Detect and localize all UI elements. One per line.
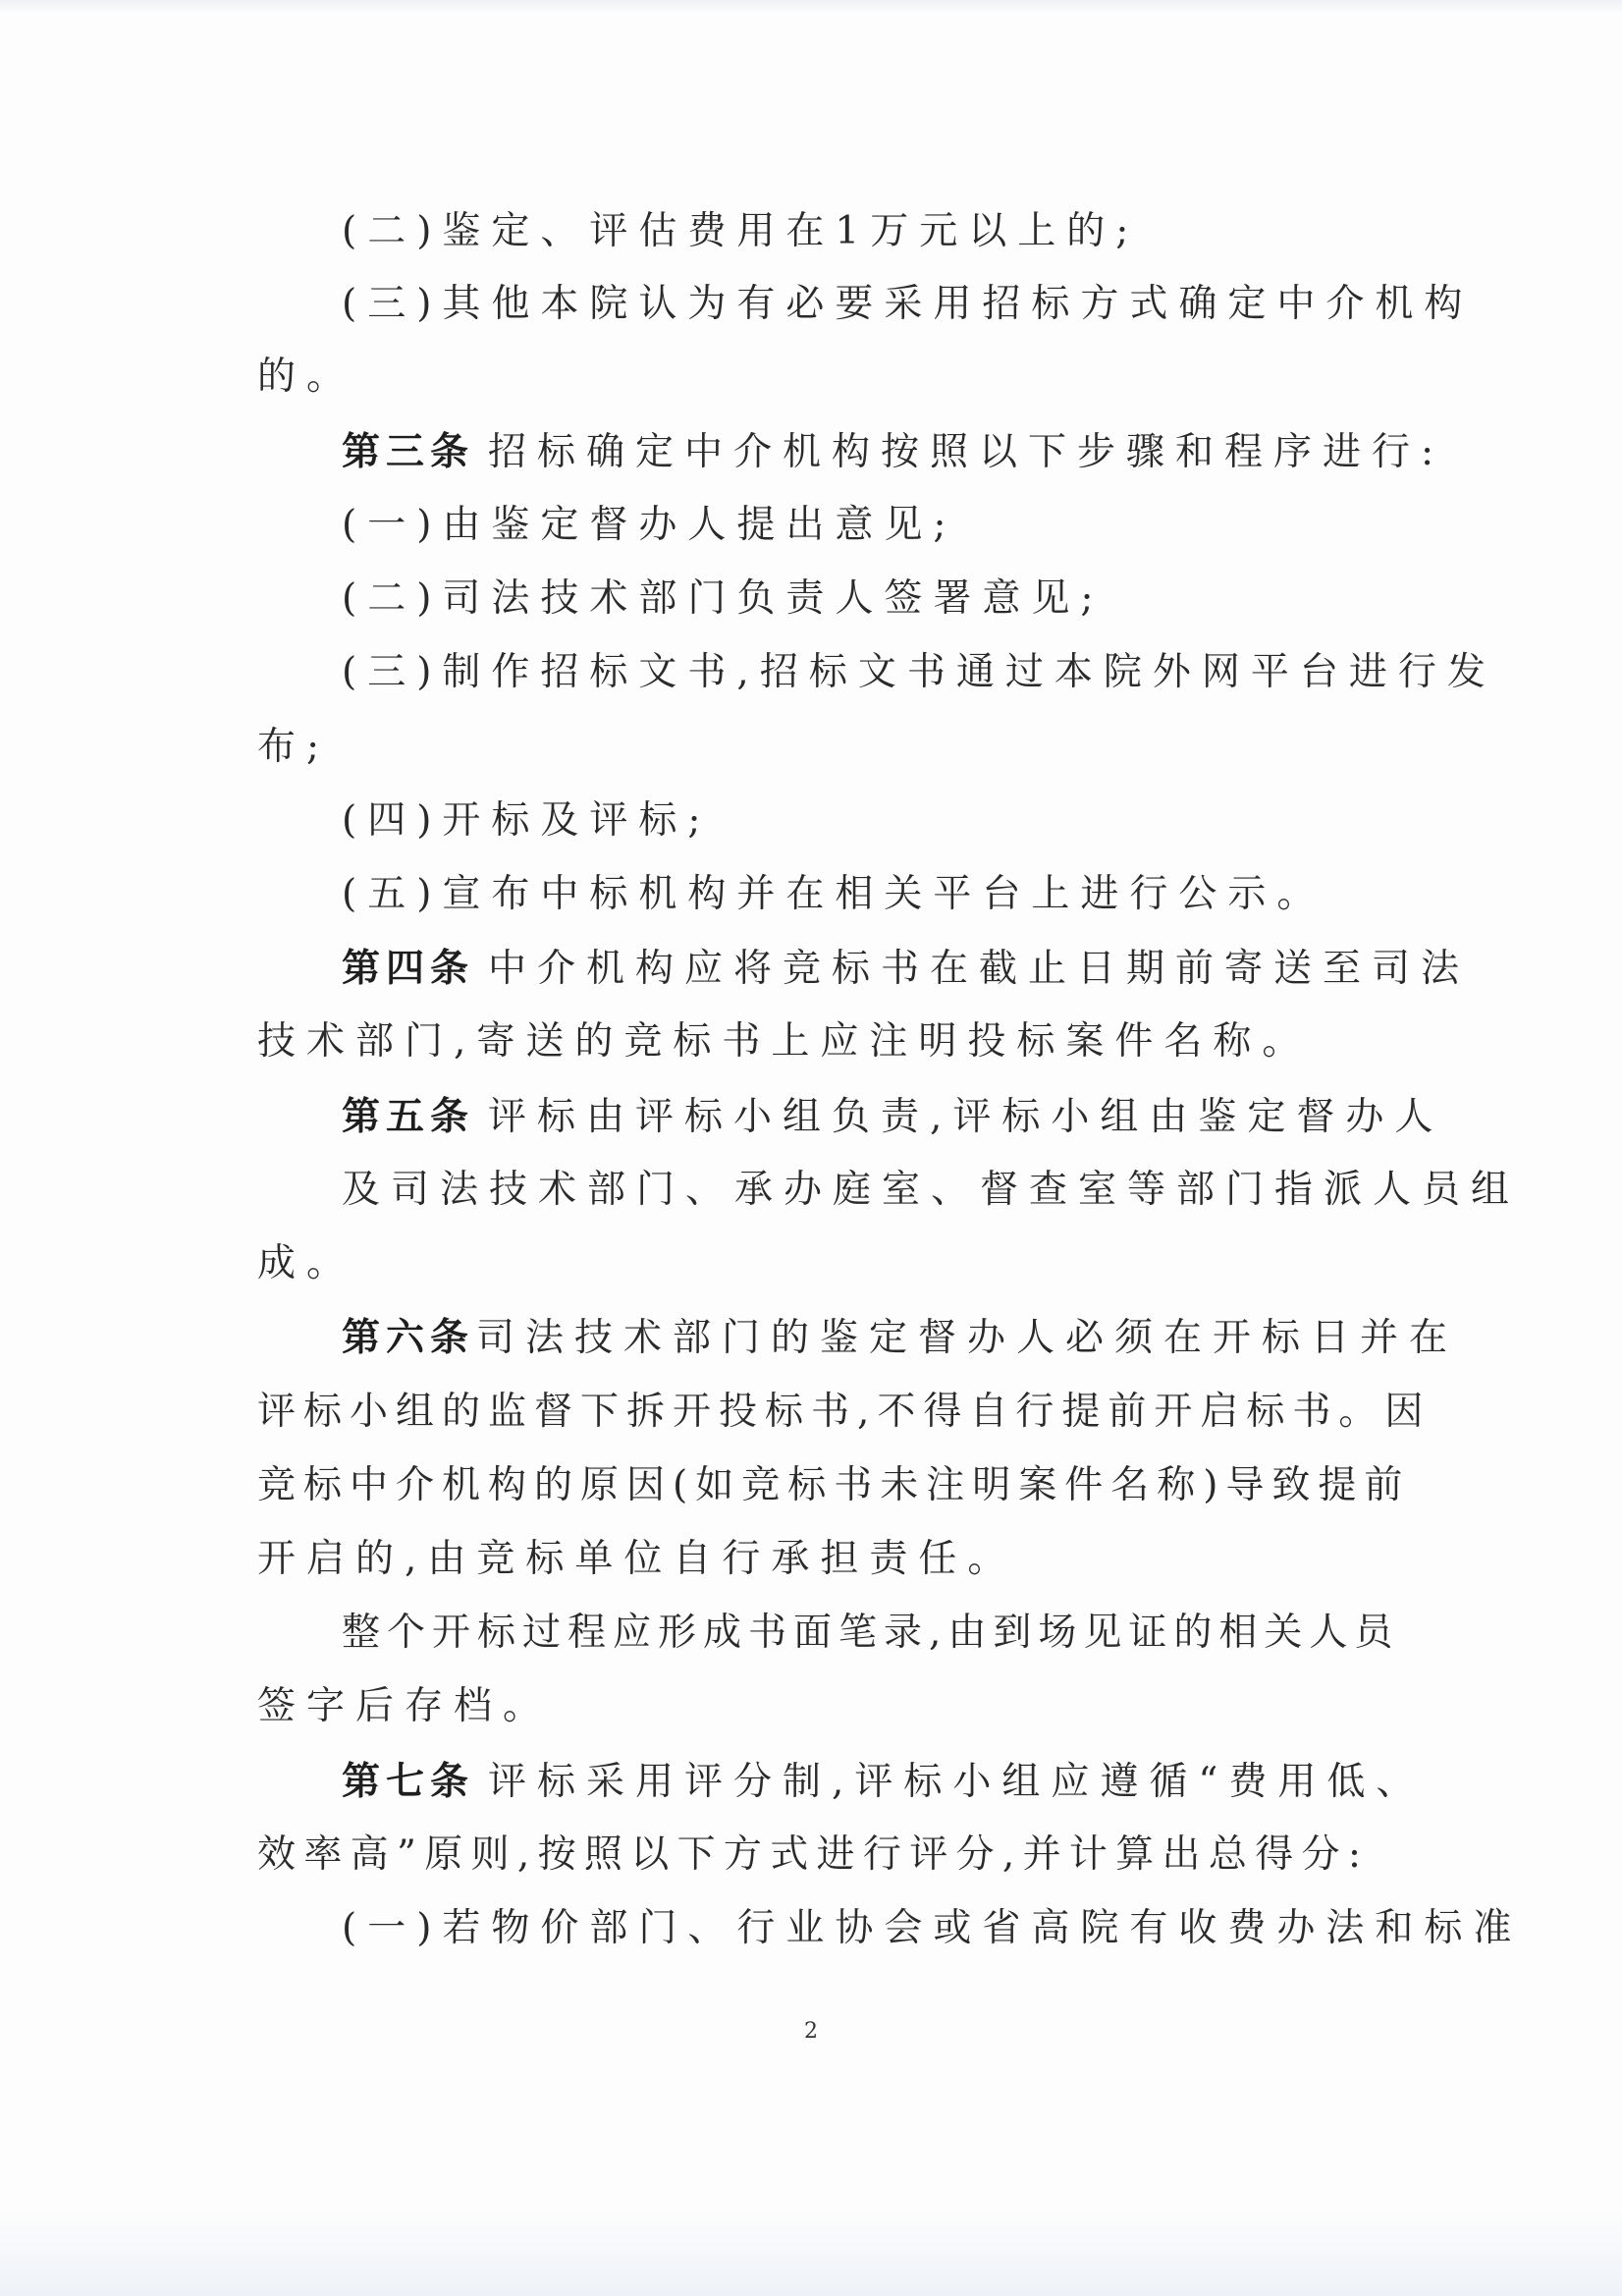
paragraph-line: 布; [257,725,331,769]
article-label: 第四条 [342,946,475,991]
article-label: 第三条 [342,429,475,474]
paragraph-line: 的。 [257,355,356,399]
paragraph-line: 效率高”原则,按照以下方式进行评分,并计算出总得分: [257,1832,1367,1877]
paragraph-line: (一)若物价部门、行业协会或省高院有收费办法和标准 [342,1906,1523,1950]
article-label: 第七条 [342,1759,475,1804]
paragraph-line: 签字后存档。 [257,1684,553,1728]
paragraph-line: 开启的,由竞标单位自行承担责任。 [257,1537,1017,1581]
article-label: 第六条 [342,1315,475,1360]
scan-edge-top [0,0,1622,14]
article-paragraph: 第七条 评标采用评分制,评标小组应遵循“费用低、 [342,1759,1426,1804]
article-paragraph: 第三条 招标确定中介机构按照以下步骤和程序进行: [342,429,1445,474]
paragraph-line: (三)制作招标文书,招标文书通过本院外网平台进行发 [342,650,1496,694]
paragraph-line: (四)开标及评标; [342,798,712,843]
paragraph-line: (二)鉴定、评估费用在1万元以上的; [342,209,1140,253]
paragraph-line: (五)宣布中标机构并在相关平台上进行公示。 [342,872,1326,916]
scan-edge-bottom [0,2208,1622,2296]
paragraph-line: 评标小组的监督下拆开投标书,不得自行提前开启标书。因 [257,1390,1432,1434]
paragraph-line: 技术部门,寄送的竞标书上应注明投标案件名称。 [257,1019,1312,1064]
article-paragraph: 第五条 评标由评标小组负责,评标小组由鉴定督办人 [342,1094,1444,1139]
paragraph-line: 成。 [257,1241,356,1285]
article-paragraph: 第六条司法技术部门的鉴定督办人必须在开标日并在 [342,1315,1459,1360]
paragraph-line: 竞标中介机构的原因(如竞标书未注明案件名称)导致提前 [257,1463,1411,1507]
paragraph-line: (一)由鉴定督办人提出意见; [342,503,957,547]
paragraph-line: (二)司法技术部门负责人签署意见; [342,576,1105,621]
article-paragraph: 第四条 中介机构应将竞标书在截止日期前寄送至司法 [342,946,1471,991]
article-label: 第五条 [342,1094,475,1139]
page-number: 2 [804,2019,818,2044]
paragraph-line: (三)其他本院认为有必要采用招标方式确定中介机构 [342,282,1474,326]
paragraph-line: 整个开标过程应形成书面笔录,由到场见证的相关人员 [342,1611,1400,1655]
paragraph-line: 及司法技术部门、承办庭室、督查室等部门指派人员组 [342,1168,1521,1212]
